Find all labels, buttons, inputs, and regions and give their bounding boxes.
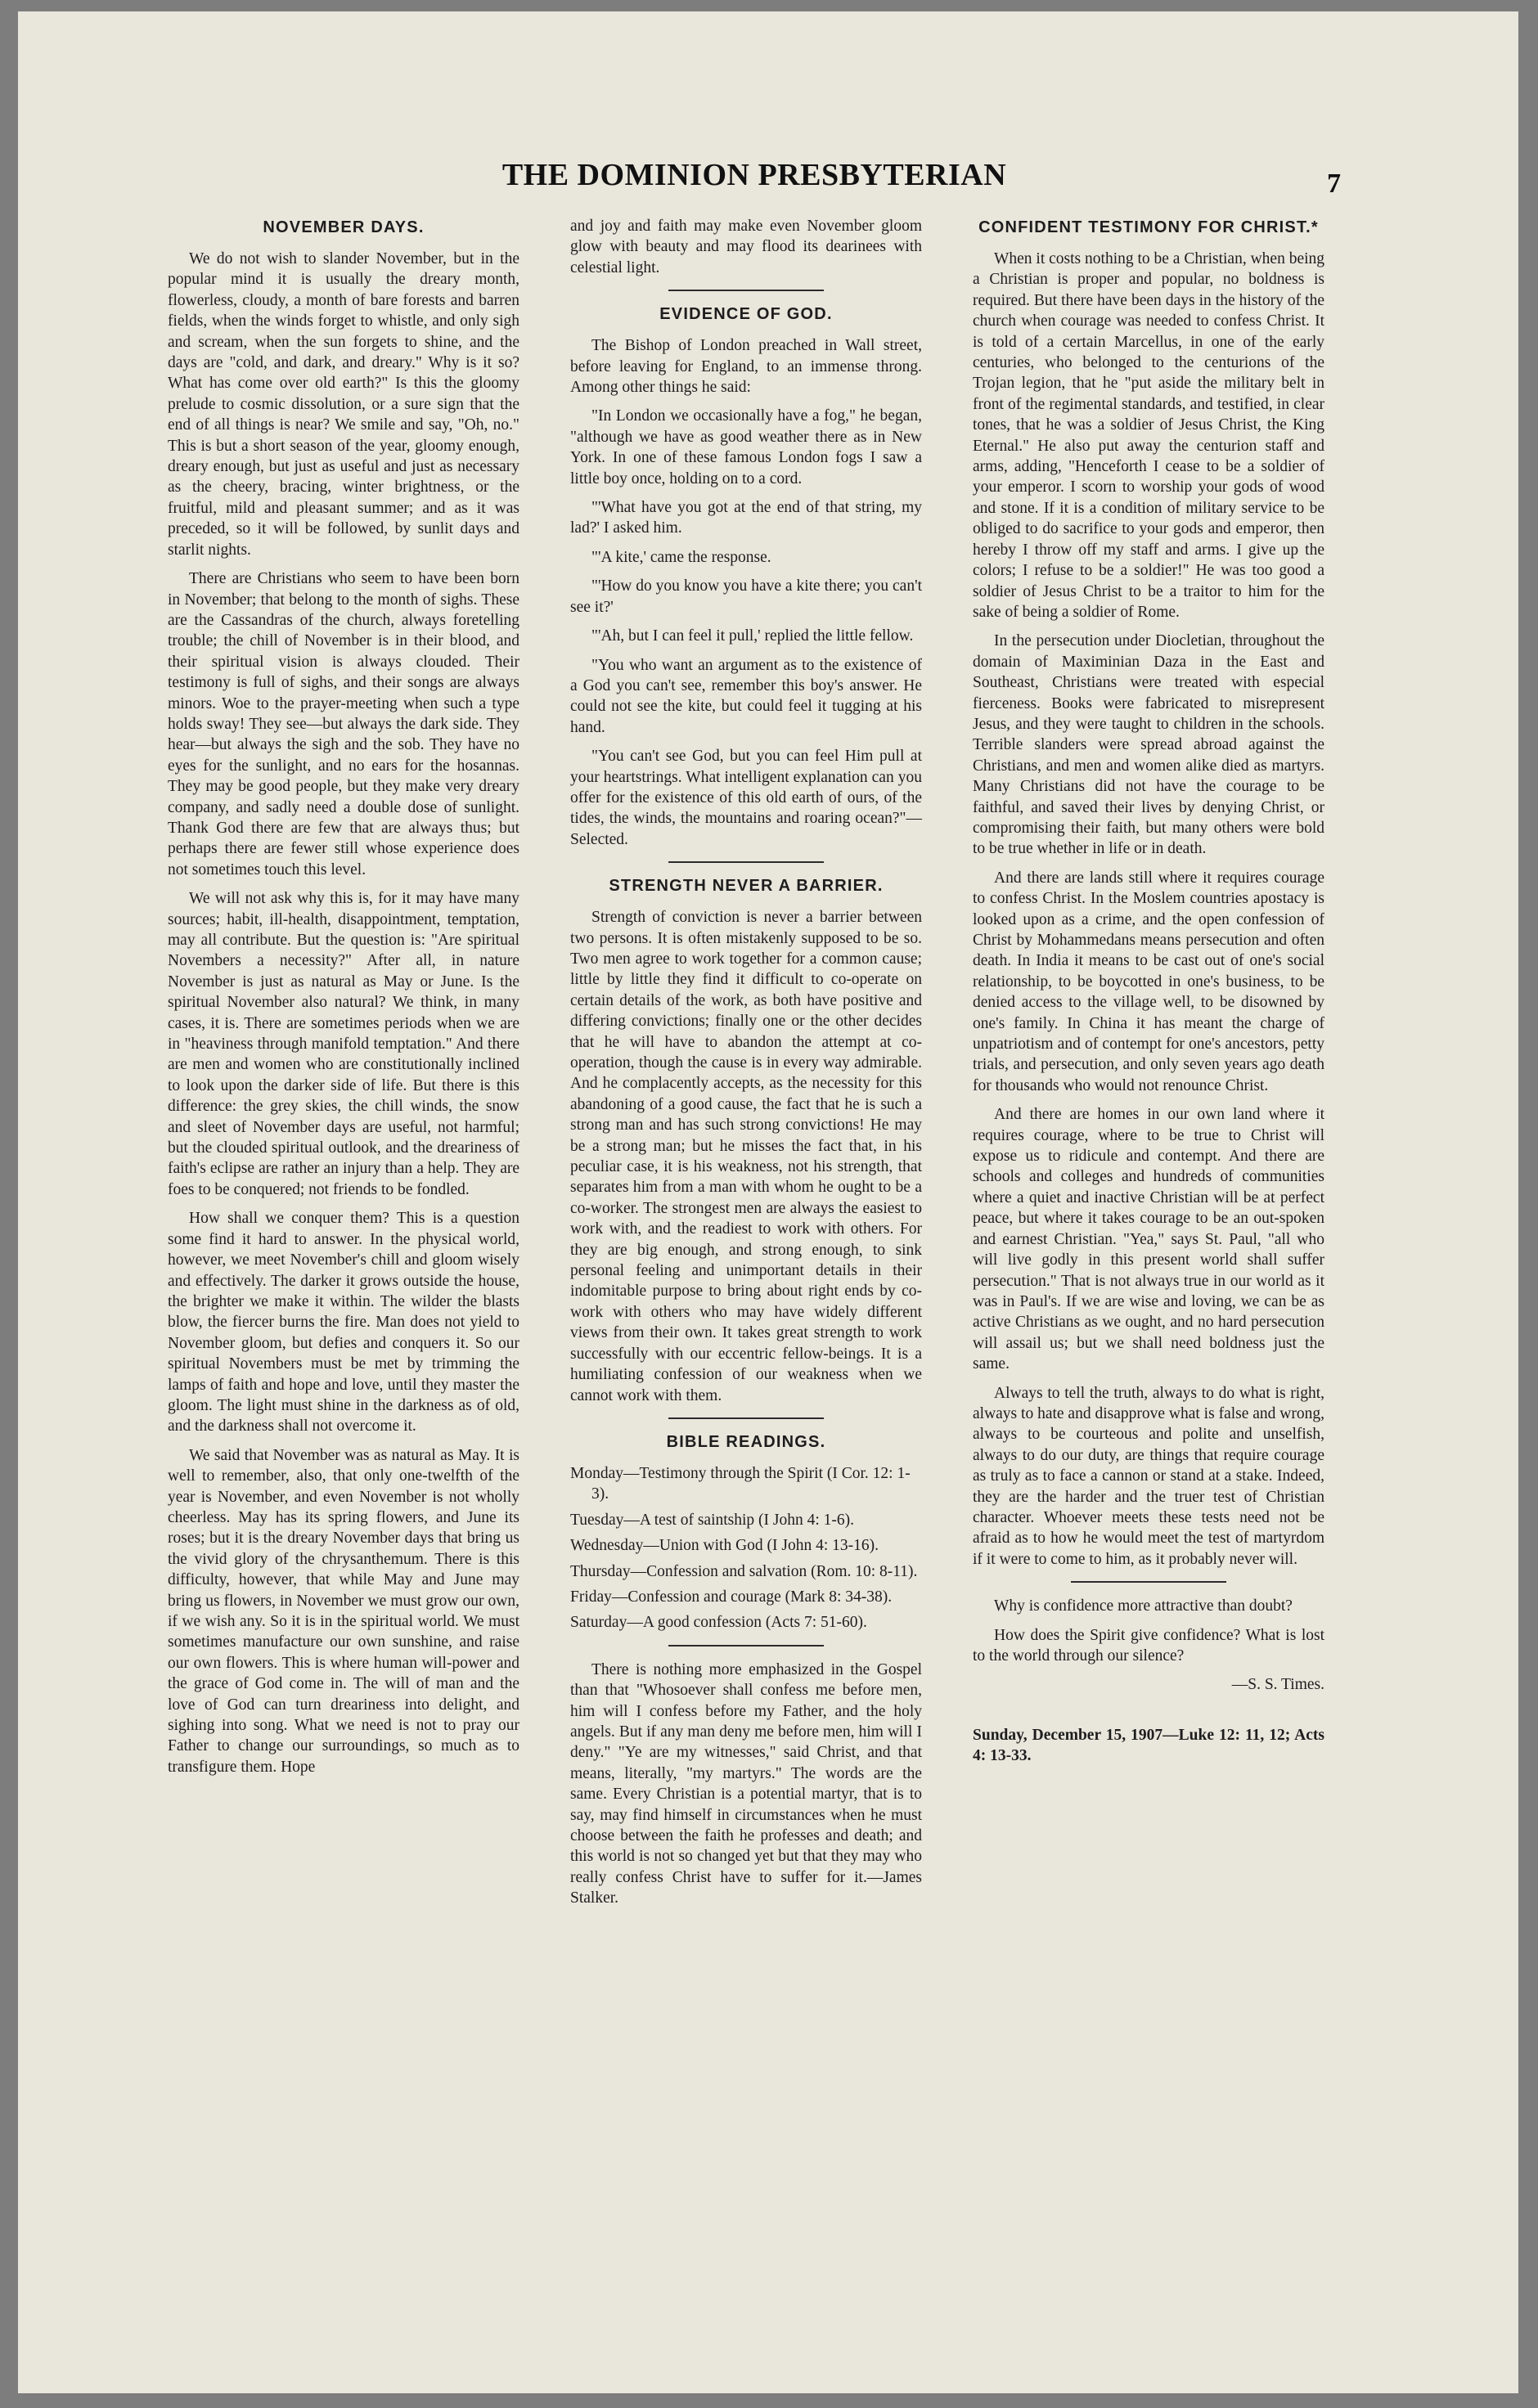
page-number: 7: [1327, 168, 1341, 199]
article-paragraph: "'Ah, but I can feel it pull,' replied the little fellow.: [591, 627, 914, 645]
article-heading: STRENGTH NEVER A BARRIER.: [609, 877, 884, 896]
source-attribution: —S. S. Times.: [1231, 1676, 1324, 1694]
section-divider: [668, 1417, 824, 1419]
bible-readings-list: [570, 1463, 922, 1633]
article-heading: EVIDENCE OF GOD.: [659, 305, 833, 324]
newspaper-page: [18, 11, 1518, 2393]
section-divider: [1071, 1581, 1226, 1583]
article-paragraph: How shall we conquer them? This is a question some find it hard to answer. In the physical world, however, we meet November's chill and gloom wisely and effectively. The darker it grows outside the house, the brighter we make it within. The wilder the blasts blow, the fiercer burns the fire. Man does not yield to November gloom, but defies and conquers it. So our spiritual Novembers must be met by trimming the lamps of faith and hope and love, until they master the gloom. The light must shine in the darkness as of old, and the darkness shall not overcome it.: [168, 1210, 519, 1435]
lesson-reference: Sunday, December 15, 1907—Luke 12: 11, 12; Acts 4: 13-33.: [973, 1726, 1324, 1765]
article-paragraph: In the persecution under Diocletian, throughout the domain of Maximinian Daza in the East and Southeast, Christians were treated with especial fierceness. Books were fabricated to misrepresent Jesus, and they were taught to children in the schools. Terrible slanders were spread abroad against the Christians, and men and women alike died as martyrs. Many Christians did not have the courage to be faithful, and saved their lives by denying Christ, or compromising their faith, but many others were bold to be true whether in life or in death.: [973, 632, 1324, 858]
column-1: [168, 216, 519, 1786]
page-header: [18, 157, 1518, 206]
column-3: [973, 216, 1324, 1775]
article-paragraph: Always to tell the truth, always to do what is right, always to hate and disapprove what is false and wrong, always to be courteous and polite and unselfish, always to do our duty, are things that require courage as truly as to face a cannon or stand at a stake. Indeed, they are the harder and the truer test of Christian character. Whoever meets these tests need not be afraid as to how he would meet the test of martyrdom if it were to come to him, as it probably never will.: [973, 1384, 1324, 1568]
article-paragraph: "'How do you know you have a kite there; you can't see it?': [570, 577, 922, 616]
list-item: Saturday—A good confession (Acts 7: 51-60).: [570, 1614, 867, 1632]
list-item: Thursday—Confession and salvation (Rom. 10: 8-11).: [570, 1562, 918, 1580]
article-paragraph: There are Christians who seem to have been born in November; that belong to the month of sighs. These are the Cassandras of the church, always foretelling trouble; the chill of November is in their blood, and their spiritual vision is always clouded. Their testimony is full of sighs, and their songs are always minors. Woe to the prayer-meeting when such a type holds sway! They see—but always the dark side. They hear—but always the sigh and the sob. They have no eyes for the sunlight, and no ears for the hosannas. They may be good people, but they make very dreary company, and sadly need a double dose of sunlight. Thank God there are few that are always thus; but perhaps there are fewer still whose experience does not sometimes touch this level.: [168, 570, 519, 878]
article-paragraph: When it costs nothing to be a Christian, when being a Christian is proper and popular, no boldness is required. But there have been days in the history of the church when courage was needed to confess Christ. It is told of a certain Marcellus, in one of the early centuries, who belonged to the centurions of the Trojan legion, that he "put aside the military belt in front of the regimental standards, and testified, in clear tones, that he was a soldier of Jesus Christ, the King Eternal." He also put away the centurion staff and arms, adding, "Henceforth I cease to be a soldier of your emperor. I scorn to worship your gods of wood and stone. If it is a condition of military service to be obliged to do sacrifice to your gods and emperor, then hereby I throw off my staff and arms. I give up the colors; I refuse to be a soldier!" He was too good a soldier of Jesus Christ to be a traitor to him for the sake of being a soldier of Rome.: [973, 250, 1325, 621]
article-paragraph: We will not ask why this is, for it may have many sources; habit, ill-health, disappointment, temptation, may all contribute. But the question is: "Are spiritual Novembers a necessity?" After all, in nature November is just as natural as May or June. Is the spiritual November also natural? We think, in many cases, it is. There are sometimes periods when we are in "heaviness through manifold temptation." And there are men and women who are constitutionally inclined to look upon the darker side of life. But there is this difference: the grey skies, the chill winds, the snow and sleet of November days are useful, not harmful; but the clouded spiritual outlook, and the dreariness of faith's eclipse are rather an injury than a help. They are foes to be conquered; not friends to be fondled.: [168, 890, 519, 1198]
article-paragraph: "You can't see God, but you can feel Him pull at your heartstrings. What intelligent explanation can you offer for the existence of this old earth of ours, of the tides, the winds, the mountains and roaring ocean?"—Selected.: [570, 748, 922, 848]
question: How does the Spirit give confidence? What is lost to the world through our silence?: [973, 1626, 1324, 1664]
section-divider: [668, 1645, 824, 1647]
article-paragraph: We do not wish to slander November, but in the popular mind it is usually the dreary month, flowerless, cloudy, a month of bare forests and barren fields, when the winds forget to whistle, and only sigh and scream, when the sun forgets to shine, and the days are "cold, and dark, and dreary." Why is it so? What has come over old earth?" Is this the gloomy prelude to cosmic dissolution, or a sure sign that the end of all things is near? We smile and say, "Oh, no." This is but a short season of the year, gloomy enough, dreary enough, but just as useful and just as necessary as the cheery, bracing, winter brightness, or the fruitful, mild and pleasant summer; and as it was preceded, so it will be followed, by sunlit days and starlit nights.: [168, 250, 519, 559]
masthead-title: THE DOMINION PRESBYTERIAN: [501, 158, 1007, 192]
closing-paragraph: There is nothing more emphasized in the Gospel than that "Whosoever shall confess me before men, him will I confess before my Father, and the holy angels. But if any man deny me before men, him will I deny." "Ye are my witnesses," said Christ, and that means, literally, "my martyrs." The words are the same. Every Christian is a potential martyr, that is to say, may find himself in circumstances when he must choose between the faith he professes and death; and this world is not so changed yet but that they may who really confess Christ have to suffer for it.—James Stalker.: [570, 1660, 922, 1907]
list-item: Wednesday—Union with God (I John 4: 13-16).: [570, 1537, 879, 1555]
article-paragraph: And there are homes in our own land where it requires courage, where to be true to Christ will expose us to ridicule and contempt. And there are schools and colleges and hundreds of communities where a quiet and inactive Christian will be at perfect peace, but where it takes courage to be an out-spoken and earnest Christian. "Yea," says St. Paul, "all who will live godly in this present world shall suffer persecution." That is not always true in our world as it was in Paul's. If we are wise and loving, we can be as active Christians as we ought, and no hard persecution will assail us; but we shall need boldness just the same.: [973, 1106, 1324, 1373]
article-paragraph: "'What have you got at the end of that string, my lad?' I asked him.: [570, 499, 922, 537]
article-paragraph: And there are lands still where it requires courage to confess Christ. In the Moslem countries apostacy is looked upon as a crime, and the open confession of Christ by Mohammedans means persecution and often death. In India it means to be cast out of one's social relationship, to be boycotted in one's business, to be denied access to the village well, to be disowned by one's family. In China it has meant the charge of unpatriotism and of contempt for one's ancestors, petty trials, and persecution, and only seven years ago death for thousands who would not renounce Christ.: [973, 869, 1324, 1094]
article-paragraph: We said that November was as natural as May. It is well to remember, also, that only one-twelfth of the year is November, and even November is not wholly cheerless. May has its spring flowers, and June its roses; but it is the dreary November days that bring us the vivid glory of the chrysanthemum. There is this difficulty, however, that while May and June may bring us flowers, in November we must grow our own, if we wish any. So it is in the spiritual world. We must sometimes manufacture our own sunshine, and raise our own flowers. This is where human will-power and the grace of God come in. The will of man and the love of God can turn dreariness into delight, and sighing into song. What we need is not to pray our Father to change our surroundings, so much as to transfigure them. Hope: [168, 1446, 519, 1776]
question: Why is confidence more attractive than doubt?: [994, 1597, 1293, 1615]
discussion-questions: [973, 1596, 1324, 1666]
article-heading: NOVEMBER DAYS.: [263, 218, 425, 236]
bible-readings-heading: BIBLE READINGS.: [666, 1432, 826, 1451]
continuation-paragraph: and joy and faith may make even November gloom glow with beauty and may flood its dearinees with celestial light.: [570, 218, 922, 276]
list-item: Tuesday—A test of saintship (I John 4: 1-6).: [570, 1511, 855, 1529]
article-paragraph: "You who want an argument as to the existence of a God you can't see, remember this boy's answer. He could not see the kite, but could feel it tugging at his hand.: [570, 656, 922, 736]
list-item: Monday—Testimony through the Spirit (I Cor. 12: 1-3).: [570, 1464, 911, 1503]
column-2: [570, 216, 922, 1917]
article-paragraph: Strength of conviction is never a barrier between two persons. It is often mistakenly supposed to be so. Two men agree to work together for a common cause; little by little they find it difficult to co-operate on certain details of the work, as both have positive and differing convictions; finally one or the other decides that he will have to abandon the attempt at co-operation, though the cause is in every way admirable. And he complacently accepts, as the necessity for this abandoning of a good cause, the fact that he is such a strong man and has such strong convictions! He may be a strong man; but he misses the fact that, in his peculiar case, it is his weakness, not his strength, that separates him from a man with whom he ought to be a co-worker. The strongest men are always the easiest to work with, and the readiest to work with others. For they are big enough, and strong enough, to sink personal feeling and unimportant details in their indomitable purpose to bring about right ends by co-work with others who may have widely different views from their own. It takes great strength to work successfully with our eccentric fellow-beings. It is a humiliating confession of our weakness when we cannot work with them.: [570, 909, 922, 1404]
article-paragraph: "In London we occasionally have a fog," he began, "although we have as good weather there as in New York. In one of these famous London fogs I saw a little boy once, holding on to a cord.: [570, 407, 922, 487]
article-paragraph: The Bishop of London preached in Wall street, before leaving for England, to an immense throng. Among other things he said:: [570, 337, 922, 397]
list-item: Friday—Confession and courage (Mark 8: 34-38).: [570, 1588, 893, 1606]
article-paragraph: "'A kite,' came the response.: [591, 548, 771, 566]
section-divider: [668, 861, 824, 863]
article-heading: CONFIDENT TESTIMONY FOR CHRIST.*: [978, 218, 1319, 236]
section-divider: [668, 290, 824, 291]
